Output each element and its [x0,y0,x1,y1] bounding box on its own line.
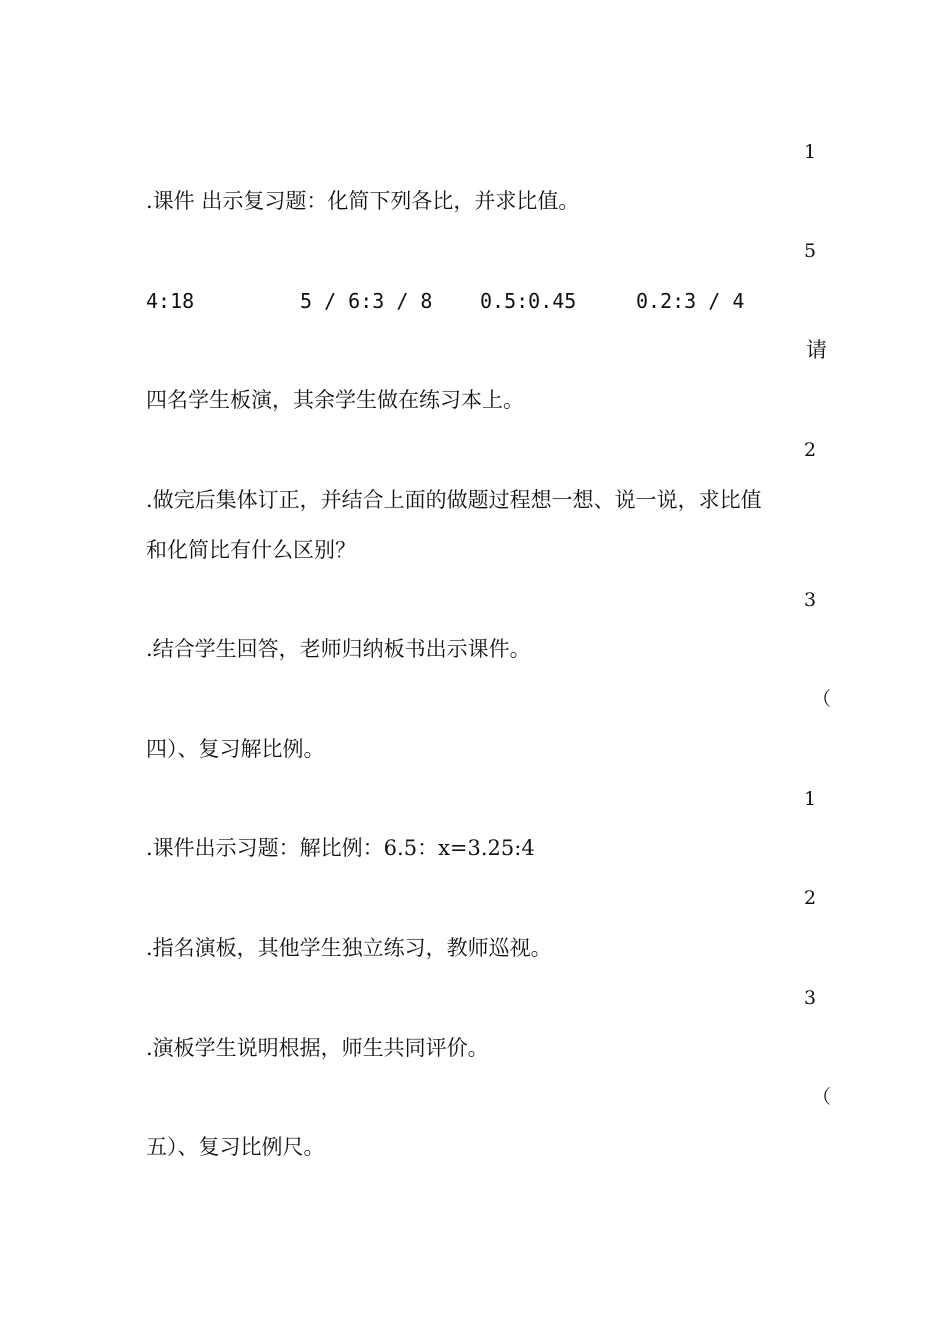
margin-number: 5 [804,240,817,262]
paragraph-line: 和化简比有什么区别？ [146,538,356,562]
paragraph-line: .课件出示习题：解比例：6.5：x=3.25:4 [146,836,535,860]
paragraph-line: 四名学生板演，其余学生做在练习本上。 [146,388,524,412]
ratio-item: 0.2:3 / 4 [636,289,745,313]
margin-number: 1 [804,788,817,810]
margin-number: 2 [804,439,817,461]
paragraph-line: .课件 出示复习题：化简下列各比，并求比值。 [146,189,580,213]
paragraph-line: .做完后集体订正，并结合上面的做题过程想一想、说一说，求比值 [146,488,762,512]
section-heading: 五）、复习比例尺。 [146,1135,325,1159]
paragraph-line: .演板学生说明根据，师生共同评价。 [146,1036,489,1060]
margin-number: 3 [804,589,817,611]
margin-char: 请 [806,338,827,362]
margin-paren: （ [812,688,832,710]
paragraph-line: .指名演板，其他学生独立练习，教师巡视。 [146,936,552,960]
margin-paren: （ [812,1086,832,1108]
ratio-item: 0.5:0.45 [480,289,577,313]
margin-number: 1 [804,141,817,163]
ratio-item: 4:18 [146,289,195,313]
section-heading: 四）、复习解比例。 [146,737,325,761]
paragraph-line: .结合学生回答，老师归纳板书出示课件。 [146,637,531,661]
ratio-item: 5 / 6:3 / 8 [300,289,433,313]
margin-number: 2 [804,887,817,909]
margin-number: 3 [804,987,817,1009]
